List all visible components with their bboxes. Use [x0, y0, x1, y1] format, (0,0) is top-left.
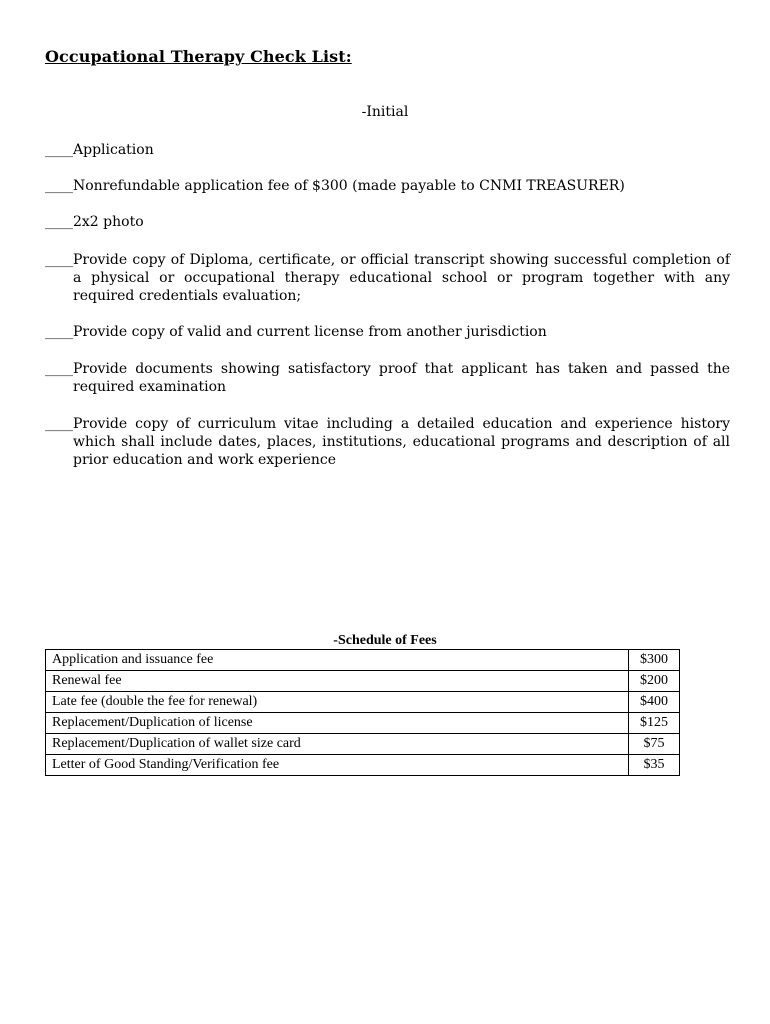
fee-label: Application and issuance fee [46, 650, 629, 671]
checklist-item-text: Application [73, 142, 154, 158]
fee-amount: $300 [629, 650, 680, 671]
fee-amount: $400 [629, 692, 680, 713]
checklist-item-text: Provide copy of Diploma, certificate, or official transcript showing successful completion of a physical or occupational therapy educational school or program together with any required credentials evaluation; [73, 252, 730, 304]
checklist-item-fee [45, 177, 730, 195]
checklist-item-license [45, 323, 730, 341]
table-row [46, 671, 680, 692]
fee-amount: $35 [629, 755, 680, 776]
table-row [46, 755, 680, 776]
checklist-item-application [45, 141, 730, 159]
checkbox-blank-line: ____ [45, 178, 73, 194]
checkbox-blank-line: ____ [45, 416, 73, 432]
page-title: Occupational Therapy Check List: [45, 47, 352, 66]
checklist-item-photo [45, 213, 730, 231]
section-subheading: -Initial [361, 104, 409, 120]
table-row [46, 734, 680, 755]
fee-amount: $200 [629, 671, 680, 692]
checkbox-blank-line: ____ [45, 324, 73, 340]
checklist-item-text: Provide documents showing satisfactory proof that applicant has taken and passed the required examination [73, 361, 730, 395]
fees-table [45, 649, 680, 776]
checkbox-blank-line: ____ [45, 252, 73, 268]
table-row [46, 713, 680, 734]
checkbox-blank-line: ____ [45, 142, 73, 158]
checklist-item-examination [45, 360, 730, 396]
fee-label: Replacement/Duplication of license [46, 713, 629, 734]
checklist-item-curriculum-vitae [45, 415, 730, 469]
checklist-item-text: Provide copy of valid and current license from another jurisdiction [73, 324, 547, 340]
fee-label: Replacement/Duplication of wallet size card [46, 734, 629, 755]
fee-label: Letter of Good Standing/Verification fee [46, 755, 629, 776]
fee-amount: $125 [629, 713, 680, 734]
fee-label: Late fee (double the fee for renewal) [46, 692, 629, 713]
checklist-item-text: Provide copy of curriculum vitae including a detailed education and experience history which shall include dates, places, institutions, educational programs and description of all prior education and work experience [73, 416, 730, 468]
fee-amount: $75 [629, 734, 680, 755]
checklist-item-text: Nonrefundable application fee of $300 (made payable to CNMI TREASURER) [73, 178, 625, 194]
checkbox-blank-line: ____ [45, 214, 73, 230]
table-row [46, 692, 680, 713]
checklist-item-diploma [45, 251, 730, 305]
checkbox-blank-line: ____ [45, 361, 73, 377]
fee-label: Renewal fee [46, 671, 629, 692]
checklist-item-text: 2x2 photo [73, 214, 144, 230]
table-row [46, 650, 680, 671]
fees-table-title: -Schedule of Fees [333, 633, 437, 648]
